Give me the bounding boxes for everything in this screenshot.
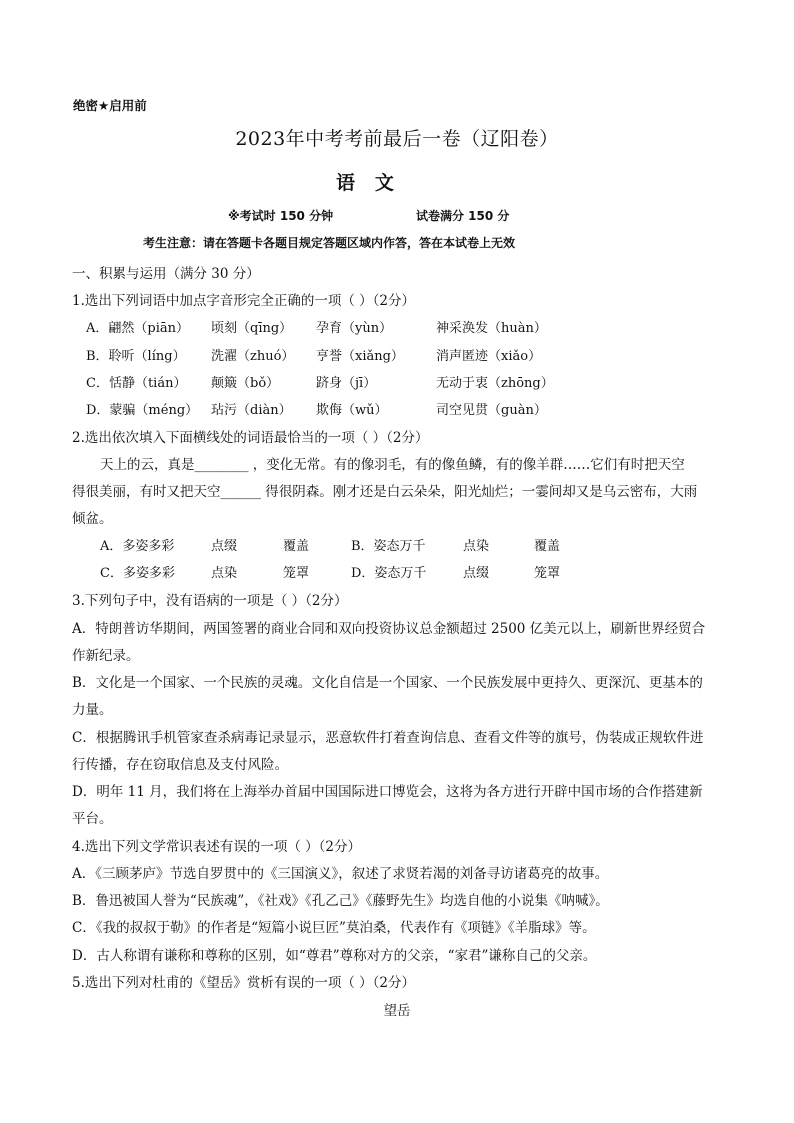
q2-option-b: B．姿态万千 bbox=[351, 539, 426, 554]
q4-option-b: B．鲁迅被国人誉为“民族魂”，《社戏》《孔乙己》《藤野先生》均选自他的小说集《呐喊》。 bbox=[72, 893, 609, 909]
q1-option-c-1: C．恬静（tián） bbox=[86, 376, 187, 391]
q1-option-a-4: 神采涣发（huàn） bbox=[436, 321, 547, 336]
q2-option-d: D．姿态万千 bbox=[351, 566, 427, 581]
q1-option-b-3: 亨誉（xiǎng） bbox=[316, 349, 404, 364]
q3-option-line: A．特朗普访华期间，两国签署的商业合同和双向投资协议总金额超过 2500 亿美元以上，刷新世界经贸合 bbox=[72, 621, 706, 637]
q1-option-a-2: 顷刻（qīng） bbox=[211, 321, 293, 336]
q2-option-c: C．多姿多彩 bbox=[100, 566, 175, 581]
question-5-stem: 5.选出下列对杜甫的《望岳》赏析有误的一项（ ）（2分） bbox=[72, 975, 416, 991]
q1-option-d-3: 欺侮（wǔ） bbox=[316, 403, 388, 418]
q3-option-line: B．文化是一个国家、一个民族的灵魂。文化自信是一个国家、一个民族发展中更持久、更深沉、更基本的 bbox=[72, 675, 703, 691]
q3-option-line: 行传播，存在窃取信息及支付风险。 bbox=[72, 757, 288, 773]
question-4-stem: 4.选出下列文学常识表述有误的一项（ ）（2分） bbox=[72, 839, 362, 855]
q3-option-line: 作新纪录。 bbox=[72, 648, 140, 664]
q2-option-c-word3: 笼罩 bbox=[283, 566, 310, 581]
q1-option-b-1: B．聆听（líng） bbox=[86, 349, 186, 364]
q2-option-c-word2: 点染 bbox=[211, 566, 238, 581]
exam-title: 2023年中考考前最后一卷（辽阳卷） bbox=[235, 128, 559, 150]
q4-option-a: A．《三顾茅庐》节选自罗贯中的《三国演义》，叙述了求贤若渴的刘备寻访诸葛亮的故事。 bbox=[72, 866, 609, 882]
q1-option-c-2: 颠簸（bǒ） bbox=[211, 376, 280, 391]
q1-option-a-3: 孕育（yùn） bbox=[316, 321, 393, 336]
q1-option-c-3: 跻身（jī） bbox=[316, 376, 377, 391]
q1-option-d-1: D．蒙骗（méng） bbox=[86, 403, 199, 418]
q1-option-b-4: 消声匿迹（xiǎo） bbox=[436, 349, 542, 364]
q1-option-d-4: 司空见贯（guàn） bbox=[436, 403, 547, 418]
q4-option-d: D．古人称谓有谦称和尊称的区别，如“尊君”尊称对方的父亲，“家君”谦称自己的父亲。 bbox=[72, 948, 597, 964]
question-1-stem: 1.选出下列词语中加点字音形完全正确的一项（ ）（2分） bbox=[72, 293, 416, 309]
q4-option-c: C．《我的叔叔于勒》的作者是“短篇小说巨匠”莫泊桑，代表作有《项链》《羊脂球》等。 bbox=[72, 920, 596, 936]
q1-option-a-1: A．翩然（piān） bbox=[86, 321, 189, 336]
q2-option-a-word3: 覆盖 bbox=[283, 539, 310, 554]
q2-option-a-word2: 点缀 bbox=[211, 539, 238, 554]
passage-line: 得很美丽，有时又把天空______ 得很阴森。刚才还是白云朵朵，阳光灿烂；一霎间却又是乌云密布，大雨 bbox=[72, 484, 698, 500]
passage-line: 天上的云，真是________ ，变化无常。有的像羽毛，有的像鱼鳞，有的像羊群……它们有时把天空 bbox=[100, 457, 685, 473]
question-2-stem: 2.选出依次填入下面横线处的词语最恰当的一项（ ）（2分） bbox=[72, 430, 429, 446]
q2-option-d-word2: 点缀 bbox=[463, 566, 490, 581]
section-heading: 一、积累与运用（满分 30 分） bbox=[72, 266, 260, 282]
exam-notice: 考生注意：请在答题卡各题目规定答题区域内作答，答在本试卷上无效 bbox=[143, 236, 516, 250]
secret-mark: 绝密★启用前 bbox=[73, 98, 147, 113]
q2-option-a: A．多姿多彩 bbox=[100, 539, 175, 554]
q1-option-d-2: 玷污（diàn） bbox=[211, 403, 292, 418]
question-3-stem: 3.下列句子中，没有语病的一项是（ ）（2分） bbox=[72, 593, 348, 609]
subject-title: 语 文 bbox=[336, 172, 394, 194]
q1-option-b-2: 洗濯（zhuó） bbox=[211, 349, 295, 364]
q2-option-b-word2: 点染 bbox=[463, 539, 490, 554]
q3-option-line: 平台。 bbox=[72, 811, 113, 827]
q3-option-line: C．根据腾讯手机管家查杀病毒记录显示，恶意软件打着查询信息、查看文件等的旗号，伪装成正规软件进 bbox=[72, 730, 704, 746]
passage-line: 倾盆。 bbox=[72, 511, 113, 527]
q2-option-b-word3: 覆盖 bbox=[534, 539, 561, 554]
full-score: 试卷满分 150 分 bbox=[416, 209, 510, 223]
exam-time: ※考试时 150 分钟 bbox=[228, 209, 334, 223]
poem-title: 望岳 bbox=[383, 1003, 411, 1019]
q3-option-line: D．明年 11 月，我们将在上海举办首届中国国际进口博览会，这将为各方进行开辟中国市场的合作搭建新 bbox=[72, 784, 703, 800]
q1-option-c-4: 无动于衷（zhōng） bbox=[436, 376, 554, 391]
q2-option-d-word3: 笼罩 bbox=[534, 566, 561, 581]
q3-option-line: 力量。 bbox=[72, 702, 113, 718]
